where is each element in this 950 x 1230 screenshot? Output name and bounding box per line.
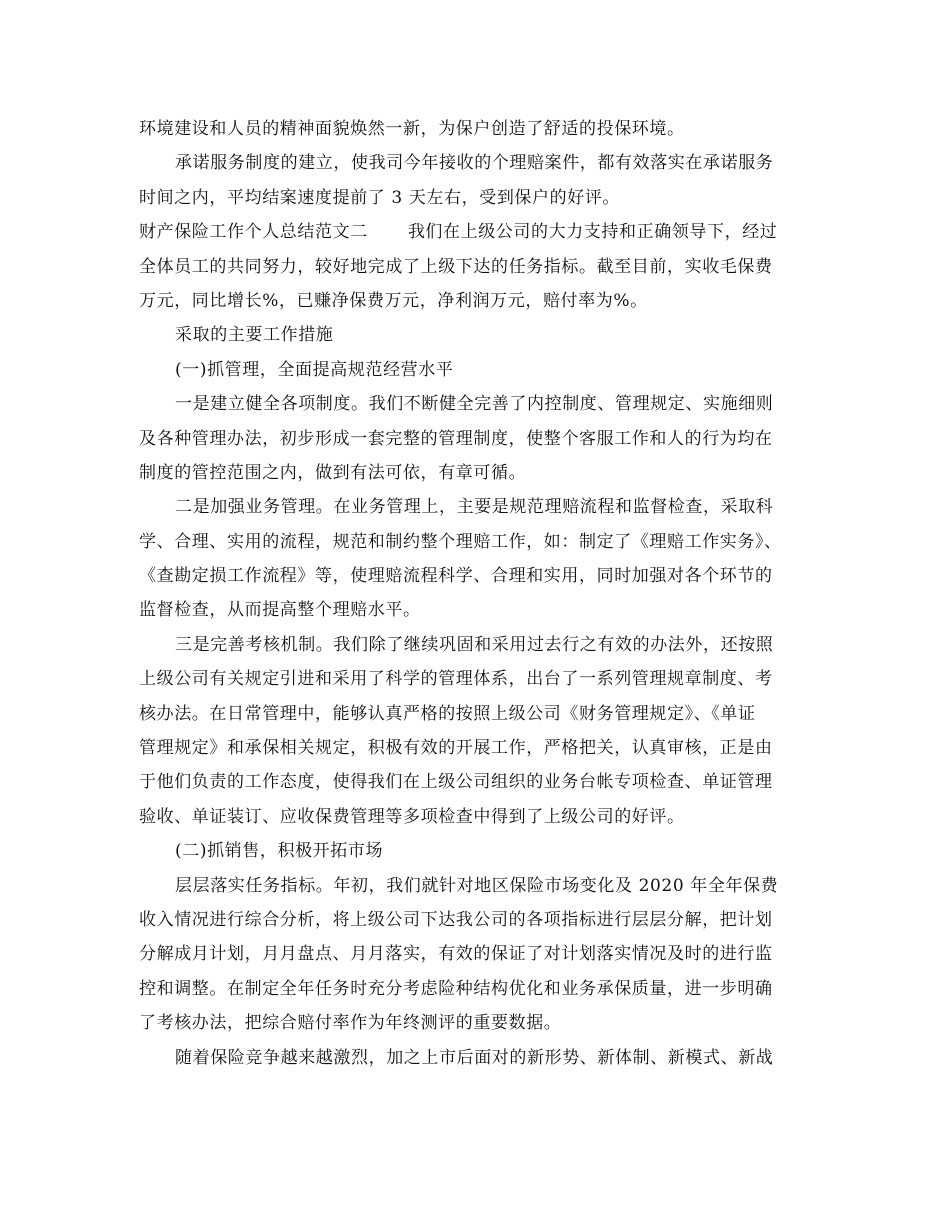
paragraph-line: 上级公司有关规定引进和采用了科学的管理体系，出台了一系列管理规章制度、考 <box>139 669 773 690</box>
subheading: (二)抓销售，积极开拓市场 <box>175 841 384 862</box>
document-body <box>139 112 817 1075</box>
paragraph-line: 二是加强业务管理。在业务管理上，主要是规范理赔流程和监督检查，采取科 <box>175 497 774 518</box>
paragraph-line: 三是完善考核机制。我们除了继续巩固和采用过去行之有效的办法外，还按照 <box>175 634 774 655</box>
paragraph-line: 层层落实任务指标。年初，我们就针对地区保险市场变化及 2020 年全年保费 <box>175 875 779 896</box>
paragraph-line: 控和调整。在制定全年任务时充分考虑险种结构优化和业务承保质量，进一步明确 <box>139 978 773 999</box>
section-intro-text: 我们在上级公司的大力支持和正确领导下，经过 <box>407 222 778 243</box>
paragraph-line: 验收、单证装订、应收保费管理等多项检查中得到了上级公司的好评。 <box>139 806 685 827</box>
paragraph-line: 时间之内，平均结案速度提前了 3 天左右，受到保户的好评。 <box>139 187 621 208</box>
section-heading-line <box>139 215 817 249</box>
paragraph-line: 学、合理、实用的流程，规范和制约整个理赔工作，如：制定了《理赔工作实务》、 <box>139 531 782 552</box>
paragraph-line: 一是建立健全各项制度。我们不断健全完善了内控制度、管理规定、实施细则 <box>175 394 774 415</box>
paragraph-line: 核办法。在日常管理中，能够认真严格的按照上级公司《财务管理规定》、《单证 <box>139 703 756 724</box>
paragraph-line: 制度的管控范围之内，做到有法可依，有章可循。 <box>139 462 527 483</box>
paragraph-line: 《查勘定损工作流程》等，使理赔流程科学、合理和实用，同时加强对各个环节的 <box>139 566 773 587</box>
paragraph-line: 及各种管理办法，初步形成一套完整的管理制度，使整个客服工作和人的行为均在 <box>139 428 773 449</box>
paragraph-line: 于他们负责的工作态度，使得我们在上级公司组织的业务台帐专项检查、单证管理 <box>139 772 773 793</box>
paragraph-line: 万元，同比增长%，已赚净保费万元，净利润万元，赔付率为%。 <box>139 290 648 311</box>
subheading: (一)抓管理，全面提高规范经营水平 <box>175 359 454 380</box>
paragraph-line: 收入情况进行综合分析，将上级公司下达我公司的各项指标进行层层分解，把计划 <box>139 909 773 930</box>
paragraph-line: 了考核办法，把综合赔付率作为年终测评的重要数据。 <box>139 1013 562 1034</box>
paragraph-line: 管理规定》和承保相关规定，积极有效的开展工作，严格把关，认真审核，正是由 <box>139 738 773 759</box>
paragraph-line: 分解成月计划，月月盘点、月月落实，有效的保证了对计划落实情况及时的进行监 <box>139 944 773 965</box>
paragraph-line: 监督检查，从而提高整个理赔水平。 <box>139 600 421 621</box>
section-title: 财产保险工作个人总结范文二 <box>139 222 368 243</box>
paragraph-line: 环境建设和人员的精神面貌焕然一新，为保户创造了舒适的投保环境。 <box>139 119 685 139</box>
paragraph-line: 全体员工的共同努力，较好地完成了上级下达的任务指标。截至目前，实收毛保费 <box>139 256 773 277</box>
subheading: 采取的主要工作措施 <box>175 325 334 346</box>
paragraph-line: 承诺服务制度的建立，使我司今年接收的个理赔案件，都有效落实在承诺服务 <box>175 153 774 174</box>
paragraph-line: 随着保险竞争越来越激烈，加之上市后面对的新形势、新体制、新模式、新战 <box>175 1047 774 1068</box>
